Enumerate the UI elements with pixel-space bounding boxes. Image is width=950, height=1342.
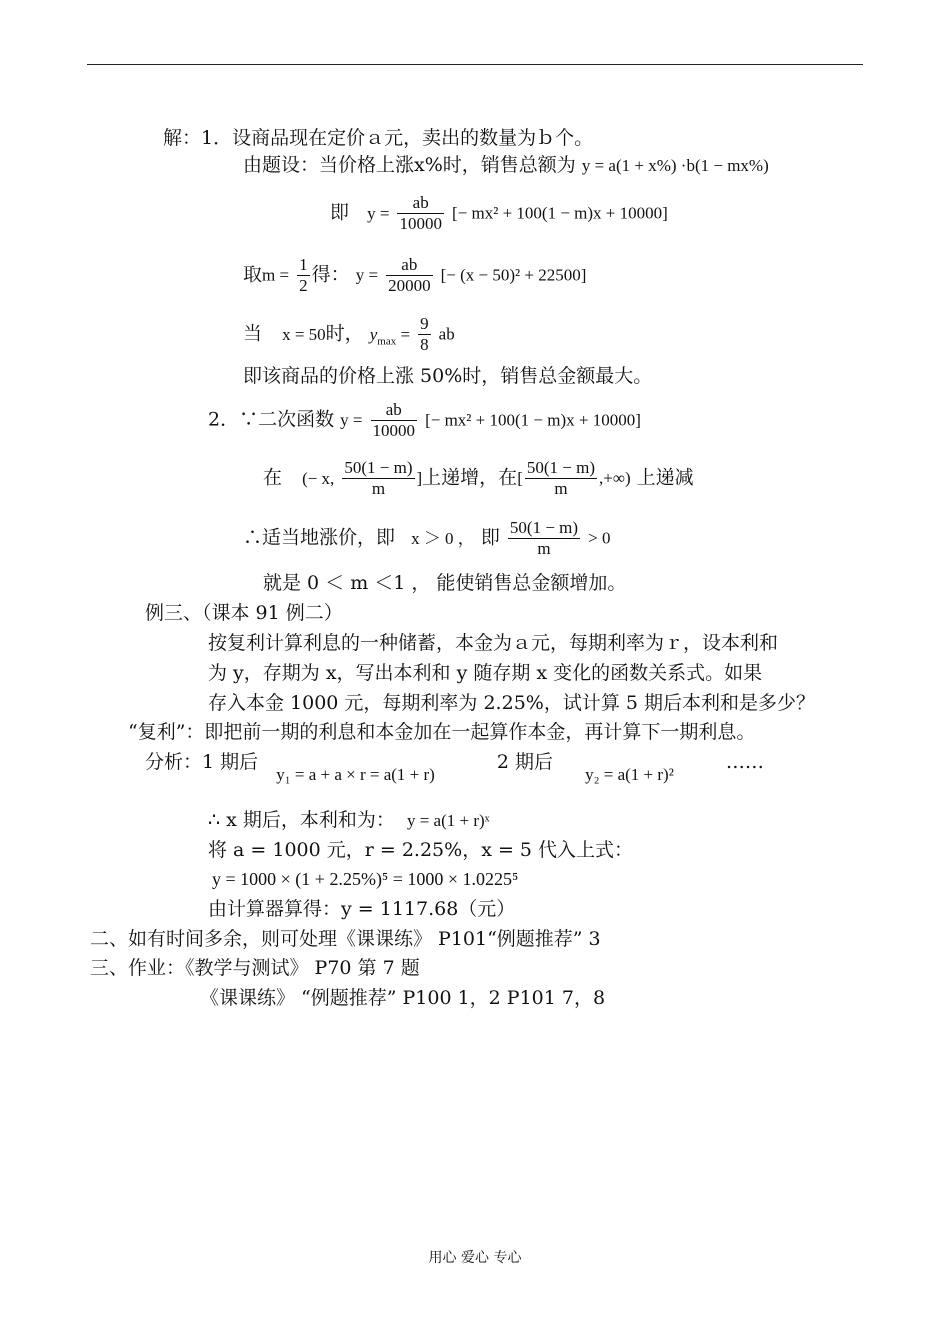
- subscript: max: [377, 334, 397, 347]
- section-two: 二、如有时间多余，则可处理《课课练》 P101“例题推荐” 3: [90, 928, 601, 950]
- label: 得：: [311, 263, 350, 286]
- example3-analysis: [145, 750, 764, 784]
- solution-line-6: 即该商品的价格上涨 50%时，销售总金额最大。: [243, 365, 653, 387]
- denominator: 10000: [399, 214, 442, 233]
- formula-lhs: y =: [340, 410, 363, 430]
- label: 即: [330, 201, 350, 224]
- label: 取: [243, 263, 263, 286]
- formula-rhs: [− (x − 50)² + 22500]: [440, 265, 587, 285]
- label: ∴适当地涨价，即: [243, 526, 396, 549]
- formula-rhs: ab: [438, 324, 455, 344]
- fraction: [418, 314, 431, 355]
- example3-result: 由计算器算得：y = 1117.68（元）: [208, 898, 516, 920]
- condition: x = 50: [282, 324, 326, 344]
- solution-line-2: [243, 153, 769, 178]
- label: 在: [263, 466, 283, 489]
- label: 分析：1 期后: [145, 751, 259, 773]
- formula: y₂ = a(1 + r)²: [585, 765, 674, 784]
- formula-lhs: y =: [367, 203, 390, 223]
- fraction: [508, 518, 580, 559]
- section-three: 三、作业：《教学与测试》 P70 第 7 题: [90, 957, 420, 979]
- interval-open: (− x,: [302, 468, 335, 488]
- interval-open: [: [517, 468, 523, 488]
- fraction: [525, 458, 597, 499]
- fraction: [386, 255, 433, 296]
- label: 2．∵二次函数: [208, 408, 335, 431]
- solution-line-8: [263, 458, 694, 499]
- numerator: 50(1 − m): [344, 458, 413, 477]
- denominator: m: [371, 479, 386, 498]
- denominator: m: [537, 539, 551, 558]
- label: 时，: [325, 322, 364, 345]
- example3-para-2: 为 y，存期为 x，写出本利和 y 随存期 x 变化的函数关系式。如果: [208, 662, 763, 684]
- section-three-b: 《课课练》 “例题推荐” P100 1，2 P101 7，8: [200, 987, 606, 1009]
- example3-para-3: 存入本金 1000 元，每期利率为 2.25%，试计算 5 期后本利和是多少？: [208, 692, 815, 714]
- formula-rhs: [− mx² + 100(1 − m)x + 10000]: [425, 410, 641, 430]
- interval-close: ]: [416, 468, 423, 488]
- example3-calculation: y = 1000 × (1 + 2.25%)⁵ = 1000 × 1.0225⁵: [212, 869, 519, 889]
- numerator: 9: [420, 314, 429, 333]
- numerator: 50(1 − m): [509, 518, 579, 537]
- equals: =: [400, 324, 411, 344]
- label: 当: [243, 322, 263, 345]
- solution-line-9: [243, 518, 610, 559]
- formula: y = a(1 + r)ˣ: [406, 811, 490, 830]
- numerator: ab: [397, 193, 444, 214]
- fraction: [371, 400, 418, 441]
- example3-therefore: [208, 808, 490, 833]
- example3-title: 例三、（课本 91 例二）: [145, 602, 343, 624]
- label: 上递增，在: [422, 466, 518, 489]
- header-rule: [87, 64, 863, 65]
- fraction: [397, 193, 444, 234]
- denominator: 8: [420, 335, 429, 354]
- solution-line-3: [330, 193, 668, 234]
- solution-line-4: [243, 255, 586, 296]
- label: 即: [480, 526, 500, 549]
- numerator: 50(1 − m): [526, 458, 595, 477]
- page-footer: 用心 爱心 专心: [428, 1250, 522, 1266]
- solution-header: 解：1．设商品现在定价ａ元，卖出的数量为ｂ个。: [163, 127, 594, 149]
- formula-lhs: y =: [355, 265, 379, 285]
- text: 由题设：当价格上涨: [243, 154, 415, 176]
- numerator: 1: [299, 255, 308, 274]
- label: 2 期后: [496, 751, 554, 773]
- denominator: 10000: [372, 421, 416, 440]
- example3-para-1: 按复利计算利息的一种储蓄，本金为ａ元，每期利率为ｒ，设本利和: [208, 632, 779, 654]
- denominator: 2: [299, 276, 308, 295]
- denominator: m: [554, 479, 568, 498]
- y: y: [369, 324, 378, 344]
- formula: y = a(1 + x%) ·b(1 − mx%): [581, 156, 769, 175]
- m-eq: m =: [262, 265, 290, 285]
- label: ∴ x 期后，本利和为：: [208, 809, 395, 831]
- ellipsis: ……: [725, 751, 764, 773]
- solution-line-5: [243, 314, 455, 355]
- formula: y₁ = a + a × r = a(1 + r): [276, 765, 435, 784]
- solution-line-7: [208, 400, 641, 441]
- example3-para-4: “复利”：即把前一期的利息和本金加在一起算作本金，再计算下一期利息。: [128, 721, 756, 743]
- numerator: ab: [371, 400, 418, 421]
- interval-close: ,+∞): [599, 468, 631, 488]
- denominator: 20000: [388, 276, 431, 295]
- formula-rhs: > 0: [588, 528, 611, 548]
- y-max: [369, 324, 411, 347]
- fraction: [342, 458, 414, 499]
- solution-line-10: 就是 0 ＜ m ＜1 ， 能使销售总金额增加。: [263, 572, 627, 594]
- text: x%时，销售总额为: [414, 154, 576, 176]
- numerator: ab: [386, 255, 433, 276]
- example3-substitute: 将 a = 1000 元，r = 2.25%，x = 5 代入上式：: [208, 839, 634, 861]
- formula-rhs: [− mx² + 100(1 − m)x + 10000]: [452, 203, 668, 223]
- fraction: [297, 255, 310, 296]
- condition: x ＞ 0 ，: [411, 528, 475, 548]
- label: 上递减: [636, 466, 694, 489]
